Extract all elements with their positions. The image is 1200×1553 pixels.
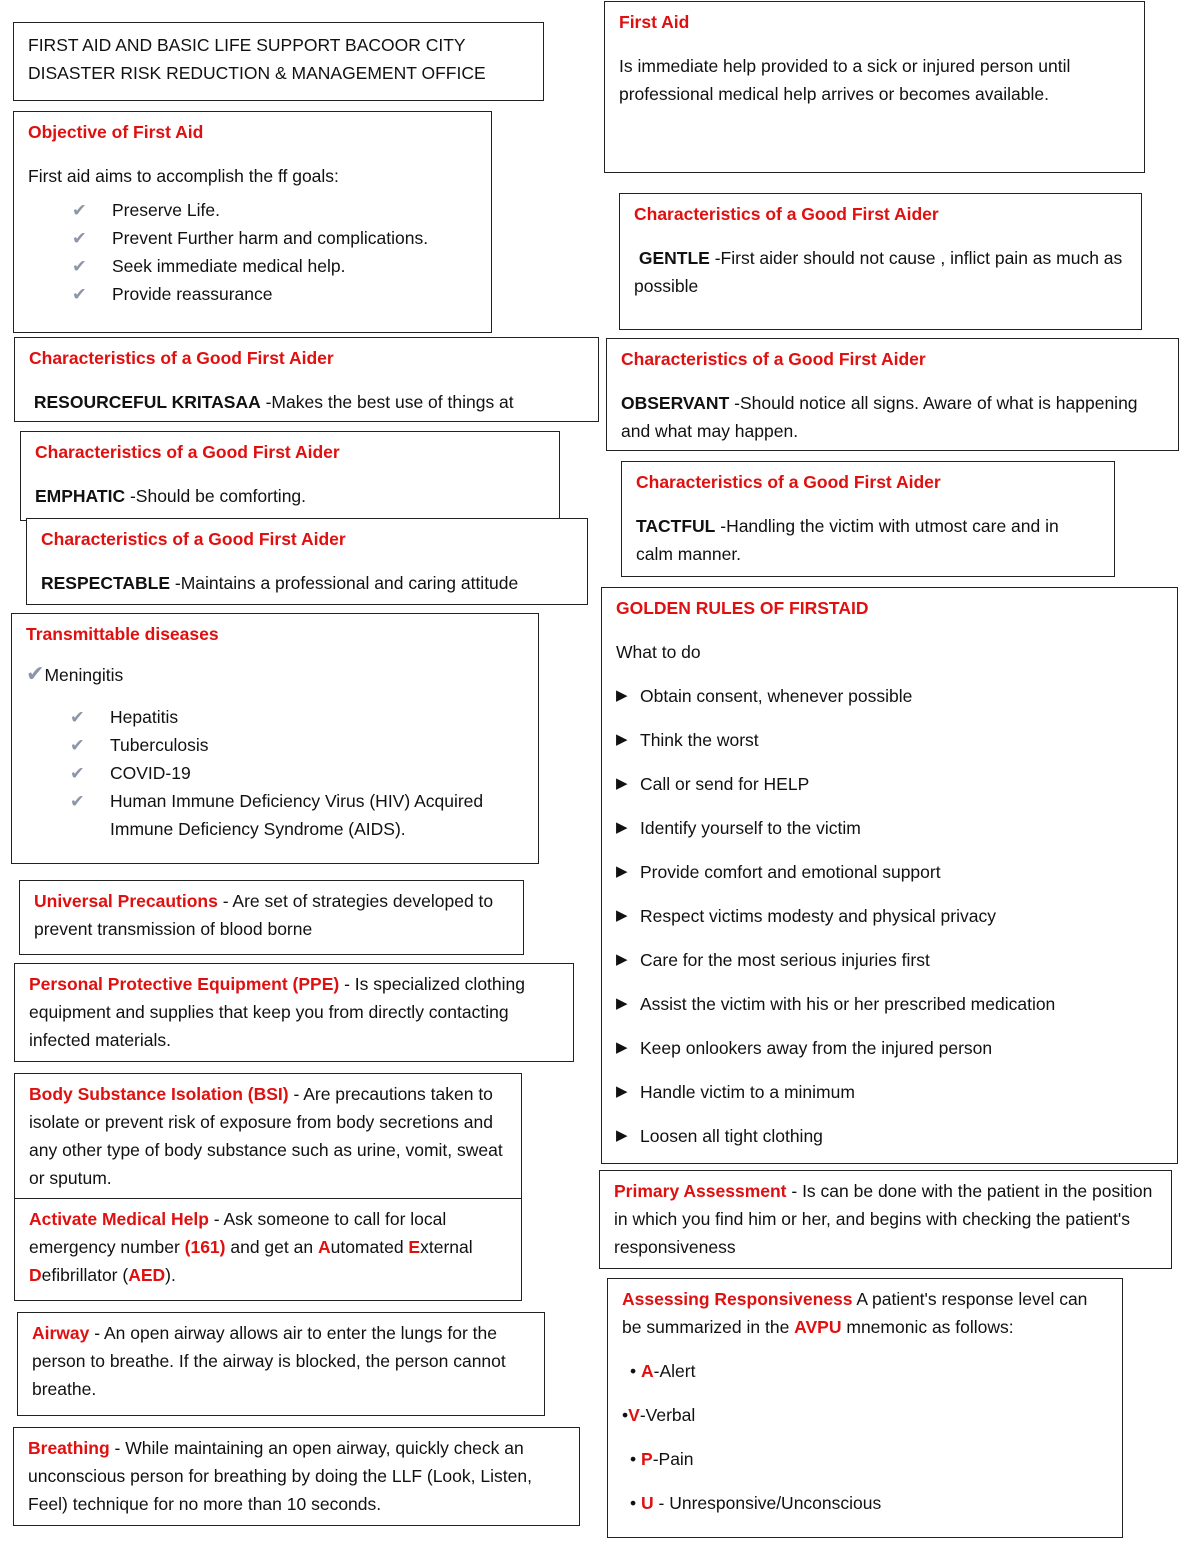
char-tactful-text: TACTFUL -Handling the victim with utmost care and in calm manner.: [636, 516, 1059, 564]
activate-medical-help-box: [14, 1198, 522, 1301]
char-heading: Characteristics of a Good First Aider: [634, 204, 939, 224]
char-tactful-box: [621, 461, 1115, 577]
breathing-text: Breathing - While maintaining an open airway, quickly check an unconscious person for breathing by doing the LLF (Look, Listen, Feel) technique for no more than 10 seconds.: [28, 1438, 532, 1514]
char-observant-box: [606, 338, 1179, 451]
list-item: ▶ Handle victim to a minimum: [616, 1078, 1163, 1122]
char-resourceful-text: RESOURCEFUL KRITASAA -Makes the best use of things at: [33, 392, 514, 412]
check-icon: ✔: [70, 735, 85, 755]
triangle-bullet-icon: ▶: [616, 1039, 628, 1056]
list-item: ▶ Identify yourself to the victim: [616, 814, 1163, 858]
check-icon: ✔: [26, 661, 45, 686]
char-heading: Characteristics of a Good First Aider: [621, 349, 926, 369]
list-item: ✔ COVID-19: [70, 759, 524, 787]
check-icon: ✔: [72, 200, 87, 220]
list-item: ✔ Hepatitis: [70, 703, 524, 731]
triangle-bullet-icon: ▶: [616, 1083, 628, 1100]
list-item: •V-Verbal: [622, 1405, 696, 1425]
char-emphatic-text: EMPHATIC -Should be comforting.: [35, 486, 307, 506]
list-item: ✔ Provide reassurance: [72, 280, 477, 308]
breathing-box: [13, 1427, 580, 1526]
list-item: ▶ Think the worst: [616, 726, 1163, 770]
list-item: ✔ Tuberculosis: [70, 731, 524, 759]
check-icon: ✔: [72, 228, 87, 248]
char-emphatic-box: [20, 431, 560, 521]
ppe-text: Personal Protective Equipment (PPE) - Is specialized clothing equipment and supplies that keep you from directly contacting infected materials.: [29, 974, 526, 1050]
airway-text: Airway - An open airway allows air to enter the lungs for the person to breathe. If the airway is blocked, the person cannot breathe.: [32, 1323, 506, 1399]
golden-rules-subheading: What to do: [616, 642, 701, 662]
transmittable-list: [26, 703, 524, 843]
check-icon: ✔: [70, 791, 85, 811]
triangle-bullet-icon: ▶: [616, 863, 628, 880]
char-heading: Characteristics of a Good First Aider: [35, 442, 340, 462]
triangle-bullet-icon: ▶: [616, 819, 628, 836]
title-line-2: DISASTER RISK REDUCTION & MANAGEMENT OFFICE: [28, 63, 486, 83]
universal-precautions-box: [19, 880, 524, 955]
list-item: ✔ Seek immediate medical help.: [72, 252, 477, 280]
list-item: ▶ Respect victims modesty and physical privacy: [616, 902, 1163, 946]
char-respectable-text: RESPECTABLE -Maintains a professional and caring attitude: [41, 573, 519, 593]
title-box: [13, 22, 544, 101]
triangle-bullet-icon: ▶: [616, 731, 628, 748]
list-item: ✔ Prevent Further harm and complications.: [72, 224, 477, 252]
list-item: ▶ Keep onlookers away from the injured person: [616, 1034, 1163, 1078]
assessing-responsiveness-box: [607, 1278, 1123, 1538]
list-item: ✔ Preserve Life.: [72, 196, 477, 224]
triangle-bullet-icon: ▶: [616, 775, 628, 792]
check-icon: ✔: [70, 707, 85, 727]
list-item: • P-Pain: [630, 1449, 694, 1469]
triangle-bullet-icon: ▶: [616, 907, 628, 924]
char-observant-text: OBSERVANT -Should notice all signs. Aware of what is happening and what may happen.: [621, 393, 1138, 441]
char-heading: Characteristics of a Good First Aider: [41, 529, 346, 549]
list-item: • U - Unresponsive/Unconscious: [630, 1493, 882, 1513]
list-item: ▶ Provide comfort and emotional support: [616, 858, 1163, 902]
title-line-1: FIRST AID AND BASIC LIFE SUPPORT BACOOR CITY: [28, 35, 466, 55]
triangle-bullet-icon: ▶: [616, 951, 628, 968]
check-icon: ✔: [70, 763, 85, 783]
char-respectable-box: [26, 518, 588, 605]
golden-rules-heading: GOLDEN RULES OF FIRSTAID: [616, 598, 869, 618]
triangle-bullet-icon: ▶: [616, 995, 628, 1012]
char-heading: Characteristics of a Good First Aider: [636, 472, 941, 492]
transmittable-heading: Transmittable diseases: [26, 624, 219, 644]
bsi-text: Body Substance Isolation (BSI) - Are precautions taken to isolate or prevent risk of exposure from body secretions and any other type of body substance such as urine, vomit, sweat or sputum.: [29, 1084, 503, 1188]
char-heading: Characteristics of a Good First Aider: [29, 348, 334, 368]
char-resourceful-box: [14, 337, 599, 422]
list-item: ▶ Care for the most serious injuries first: [616, 946, 1163, 990]
char-gentle-text: GENTLE -First aider should not cause , inflict pain as much as possible: [634, 248, 1123, 296]
check-icon: ✔: [72, 256, 87, 276]
list-item: ▶ Obtain consent, whenever possible: [616, 682, 1163, 726]
primary-assessment-box: [599, 1170, 1172, 1269]
universal-precautions-text: Universal Precautions - Are set of strategies developed to prevent transmission of blood borne: [34, 891, 494, 939]
objective-list: [28, 196, 477, 308]
airway-box: [17, 1312, 545, 1416]
transmittable-first: ✔Meningitis: [26, 661, 124, 686]
objective-box: [13, 111, 492, 333]
first-aid-box: [604, 1, 1145, 173]
first-aid-text: Is immediate help provided to a sick or injured person until professional medical help arrives or becomes available.: [619, 56, 1071, 104]
assessing-responsiveness-text: Assessing Responsiveness A patient's response level can be summarized in the AVPU mnemonic as follows:: [622, 1289, 1088, 1337]
triangle-bullet-icon: ▶: [616, 1127, 628, 1144]
triangle-bullet-icon: ▶: [616, 687, 628, 704]
first-aid-heading: First Aid: [619, 12, 690, 32]
ppe-box: [14, 963, 574, 1062]
char-gentle-box: [619, 193, 1142, 330]
bsi-box: [14, 1073, 522, 1200]
primary-assessment-text: Primary Assessment - Is can be done with the patient in the position in which you find him or her, and begins with checking the patient's responsiveness: [614, 1181, 1153, 1257]
list-item: • A-Alert: [630, 1361, 696, 1381]
check-icon: ✔: [72, 284, 87, 304]
list-item: ▶ Call or send for HELP: [616, 770, 1163, 814]
list-item: ✔ Human Immune Deficiency Virus (HIV) Acquired Immune Deficiency Syndrome (AIDS).: [70, 787, 524, 843]
golden-rules-box: [601, 587, 1178, 1164]
transmittable-box: [11, 613, 539, 864]
list-item: ▶ Loosen all tight clothing: [616, 1122, 1163, 1164]
objective-heading: Objective of First Aid: [28, 122, 204, 142]
activate-medical-help-text: Activate Medical Help - Ask someone to call for local emergency number (161) and get an Automated External Defibrillator (AED).: [29, 1209, 473, 1285]
list-item: ▶ Assist the victim with his or her prescribed medication: [616, 990, 1163, 1034]
objective-intro: First aid aims to accomplish the ff goals:: [28, 166, 339, 186]
